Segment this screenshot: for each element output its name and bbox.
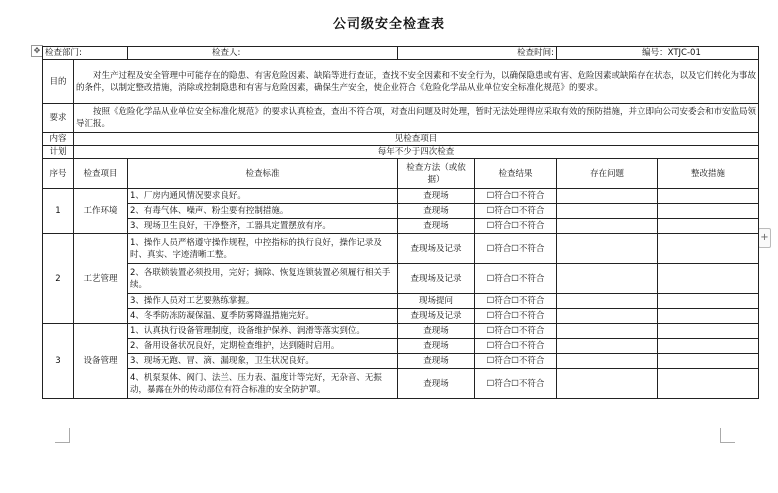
check-result-checkboxes[interactable]: ☐符合☐不符合: [475, 204, 557, 219]
check-item: 工艺管理: [74, 234, 128, 324]
page-corner-mark: [720, 428, 735, 443]
time-label: 检查时间:: [398, 47, 557, 60]
check-standard[interactable]: 1、操作人员严格遵守操作规程，中控指标的执行良好，操作记录及时、真实、字迹清晰工整。: [128, 234, 398, 264]
header-result: 检查结果: [475, 159, 557, 189]
actions-cell[interactable]: [658, 189, 759, 204]
check-standard[interactable]: 1、认真执行设备管理制度，设备维护保养、润滑等落实到位。: [128, 324, 398, 339]
header-standard: 检查标准: [128, 159, 398, 189]
check-result-checkboxes[interactable]: ☐符合☐不符合: [475, 369, 557, 399]
check-result-checkboxes[interactable]: ☐符合☐不符合: [475, 354, 557, 369]
check-method[interactable]: 查现场: [398, 354, 475, 369]
table-row: [43, 219, 759, 234]
check-method[interactable]: 查现场: [398, 219, 475, 234]
header-issues: 存在问题: [557, 159, 658, 189]
check-standard[interactable]: 2、有毒气体、噪声、粉尘要有控制措施。: [128, 204, 398, 219]
check-result-checkboxes[interactable]: ☐符合☐不符合: [475, 294, 557, 309]
issues-cell[interactable]: [557, 204, 658, 219]
table-row: [43, 294, 759, 309]
issues-cell[interactable]: [557, 219, 658, 234]
actions-cell[interactable]: [658, 354, 759, 369]
check-method[interactable]: 查现场: [398, 339, 475, 354]
check-method[interactable]: 查现场: [398, 369, 475, 399]
content-value[interactable]: 见检查项目: [74, 133, 759, 146]
row-number: 1: [43, 189, 74, 234]
header-no: 序号: [43, 159, 74, 189]
document-title: 公司级安全检查表: [332, 17, 445, 32]
dept-label: 检查部门:: [43, 47, 128, 60]
actions-cell[interactable]: [658, 309, 759, 324]
issues-cell[interactable]: [557, 264, 658, 294]
issues-cell[interactable]: [557, 324, 658, 339]
table-move-handle-icon[interactable]: ✥: [31, 45, 43, 57]
meta-row: [43, 47, 759, 60]
content-row: [43, 133, 759, 146]
issues-cell[interactable]: [557, 339, 658, 354]
check-method[interactable]: 查现场: [398, 189, 475, 204]
plan-row: [43, 146, 759, 159]
issues-cell[interactable]: [557, 294, 658, 309]
check-standard[interactable]: 2、各联锁装置必须投用，完好；摘除、恢复连锁装置必须履行相关手续。: [128, 264, 398, 294]
issues-cell[interactable]: [557, 234, 658, 264]
check-method[interactable]: 查现场及记录: [398, 234, 475, 264]
check-standard[interactable]: 1、厂房内通风情况要求良好。: [128, 189, 398, 204]
table-row: [43, 354, 759, 369]
table-row: [43, 264, 759, 294]
check-result-checkboxes[interactable]: ☐符合☐不符合: [475, 219, 557, 234]
actions-cell[interactable]: [658, 294, 759, 309]
issues-cell[interactable]: [557, 369, 658, 399]
inspector-label: 检查人:: [128, 47, 398, 60]
actions-cell[interactable]: [658, 369, 759, 399]
check-method[interactable]: 查现场: [398, 204, 475, 219]
check-method[interactable]: 查现场及记录: [398, 264, 475, 294]
content-label: 内容: [43, 133, 74, 146]
check-method[interactable]: 现场提问: [398, 294, 475, 309]
check-standard[interactable]: 3、操作人员对工艺要熟练掌握。: [128, 294, 398, 309]
header-item: 检查项目: [74, 159, 128, 189]
table-row: [43, 234, 759, 264]
row-number: 3: [43, 324, 74, 399]
check-result-checkboxes[interactable]: ☐符合☐不符合: [475, 339, 557, 354]
actions-cell[interactable]: [658, 234, 759, 264]
plan-label: 计划: [43, 146, 74, 159]
actions-cell[interactable]: [658, 204, 759, 219]
issues-cell[interactable]: [557, 309, 658, 324]
actions-cell[interactable]: [658, 324, 759, 339]
check-item: 工作环境: [74, 189, 128, 234]
add-column-icon[interactable]: +: [758, 228, 771, 248]
check-result-checkboxes[interactable]: ☐符合☐不符合: [475, 324, 557, 339]
check-standard[interactable]: 3、现场无跑、冒、滴、漏现象，卫生状况良好。: [128, 354, 398, 369]
check-result-checkboxes[interactable]: ☐符合☐不符合: [475, 264, 557, 294]
table-row: [43, 339, 759, 354]
requirement-text[interactable]: 按照《危险化学品从业单位安全标准化规范》的要求认真检查，查出不符合项，对查出问题及时处理，暂时无法处理得应采取有效的预防措施，并立即向公司安委会和市安监局领导汇报。: [74, 104, 759, 133]
actions-cell[interactable]: [658, 339, 759, 354]
table-row: [43, 189, 759, 204]
issues-cell[interactable]: [557, 354, 658, 369]
row-number: 2: [43, 234, 74, 324]
header-actions: 整改措施: [658, 159, 759, 189]
code-label: 编号：XTJC-01: [557, 47, 759, 60]
issues-cell[interactable]: [557, 189, 658, 204]
purpose-label: 目的: [43, 60, 74, 104]
check-standard[interactable]: 2、备用设备状况良好，定期检查维护，达到随时启用。: [128, 339, 398, 354]
header-row: [43, 159, 759, 189]
check-result-checkboxes[interactable]: ☐符合☐不符合: [475, 234, 557, 264]
purpose-row: [43, 60, 759, 104]
table-row: [43, 204, 759, 219]
actions-cell[interactable]: [658, 264, 759, 294]
header-method: 检查方法（或依据）: [398, 159, 475, 189]
check-standard[interactable]: 4、机泵泵体、阀门、法兰、压力表、温度计等完好，无杂音、无振动，暴露在外的传动部位有符合标准的安全防护罩。: [128, 369, 398, 399]
check-standard[interactable]: 4、冬季防冻防凝保温、夏季防雾降温措施完好。: [128, 309, 398, 324]
check-result-checkboxes[interactable]: ☐符合☐不符合: [475, 309, 557, 324]
check-item: 设备管理: [74, 324, 128, 399]
table-row: [43, 324, 759, 339]
table-row: [43, 309, 759, 324]
plan-value[interactable]: 每年不少于四次检查: [74, 146, 759, 159]
page-corner-mark: [55, 428, 70, 443]
check-standard[interactable]: 3、现场卫生良好，干净整齐，工器具定置摆放有序。: [128, 219, 398, 234]
check-method[interactable]: 查现场及记录: [398, 309, 475, 324]
requirement-label: 要求: [43, 104, 74, 133]
inspection-table: [42, 46, 759, 399]
purpose-text[interactable]: 对生产过程及安全管理中可能存在的隐患、有害危险因素、缺陷等进行查证，查找不安全因素和不安全行为，以确保隐患或有害、危险因素或缺陷存在状态，以及它们转化为事故的条件，以制定整改措施，消除或控制隐患和有害与危险因素，确保生产安全，使企业符合《危险化学品从业单位安全标准化规范》的要求。: [74, 60, 759, 104]
actions-cell[interactable]: [658, 219, 759, 234]
check-result-checkboxes[interactable]: ☐符合☐不符合: [475, 189, 557, 204]
check-method[interactable]: 查现场: [398, 324, 475, 339]
table-row: [43, 369, 759, 399]
requirement-row: [43, 104, 759, 133]
